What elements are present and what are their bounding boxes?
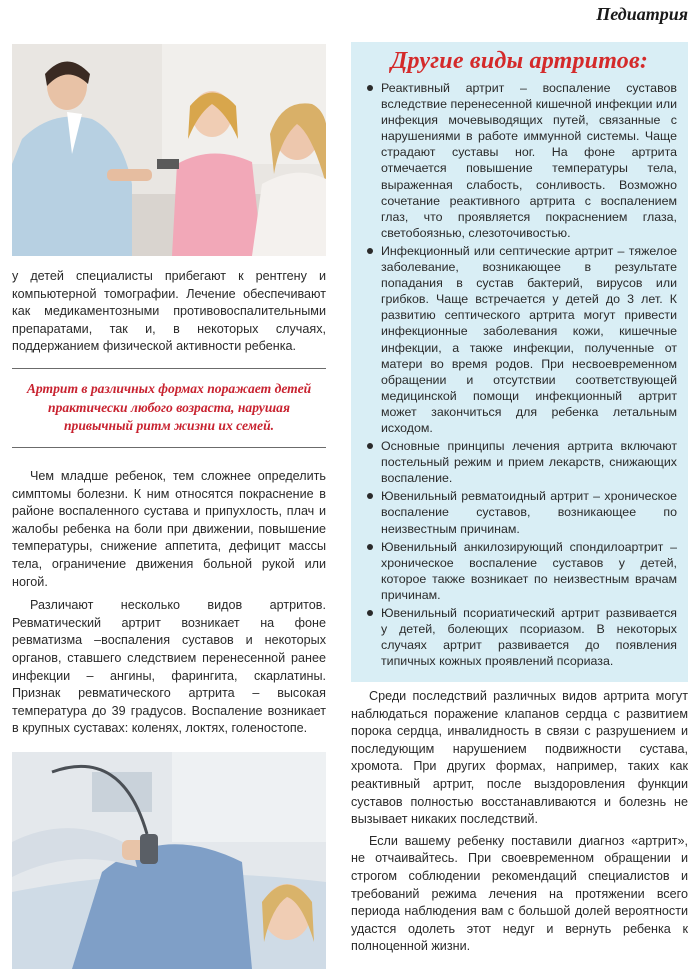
consequences-paragraph: Среди последствий различных видов артрита могут наблюдаться поражение клапанов сердца с развитием порока сердца, инвалидность в связи с разрушением и последующим нарушением подвижности сустава, хромота. При других формах, например, таких как реактивный артрит, после выздоровления функции суставов полностью восстанавливаются и болезнь не вызывает никаких последствий.	[351, 689, 688, 827]
other-arthritis-types-box	[351, 42, 688, 682]
list-item: Ювенильный анкилозирующий спондилоартрит – хроническое воспаление суставов у детей, которое также возникает по неизвестным врачам причинам.	[365, 539, 677, 603]
list-item: Ювенильный ревматоидный артрит – хроническое воспаление суставов, возникающее по неизвестным причинам.	[365, 488, 677, 536]
intro-paragraph	[12, 268, 326, 356]
section-title: Педиатрия	[596, 4, 688, 24]
arthritis-types-list	[365, 80, 677, 671]
advice-paragraph: Если вашему ребенку поставили диагноз «артрит», не отчаивайтесь. При своевременном обращении и строгом соблюдении рекомендаций специалистов и требований режима лечения на протяжении всего периода наблюдения вам с большой долей вероятности удастся одолеть этот недуг и вернуть ребенка к полноценной жизни.	[351, 833, 688, 954]
bullet-icon	[367, 85, 373, 91]
list-item: Основные принципы лечения артрита включают постельный режим и прием лекарств, снижающих воспаление.	[365, 438, 677, 486]
list-item: Ювенильный псориатический артрит развивается у детей, болеющих псориазом. В некоторых случаях артрит развивается до появления типичных кожных проявлений псориаза.	[365, 605, 677, 669]
left-body	[12, 468, 326, 738]
photo-ultrasound-exam	[12, 752, 326, 969]
quote-top-rule	[12, 368, 326, 369]
bullet-icon	[367, 248, 373, 254]
bullet-icon	[367, 443, 373, 449]
bullet-icon	[367, 544, 373, 550]
bullet-icon	[367, 493, 373, 499]
quote-bottom-rule	[12, 447, 326, 448]
symptoms-paragraph: Чем младше ребенок, тем сложнее определить симптомы болезни. К ним относятся покраснение в районе воспаленного сустава и припухлость, плач и жалобы ребенка на боли при движении, повышение температуры, снижение аппетита, дефицит массы тела, ограничение движения больной рукой или ногой.	[12, 469, 326, 589]
types-paragraph: Различают несколько видов артритов. Ревматический артрит возникает на фоне ревматизма –воспаления суставов и некоторых органов, ставшего следствием перенесенной ранее инфекции – ангины, фарингита, скарлатины. Признак ревматического артрита – высокая температура до 39 градусов. Воспаление возникает в крупных суставах: коленях, локтях, голеностопе.	[12, 598, 326, 736]
intro-text: у детей специалисты прибегают к рентгену и компьютерной томографии. Лечение обеспечивают как медикаментозными противовоспалительными препаратами, так и, в некоторых случаях, поддержанием физической активности ребенка.	[12, 269, 326, 354]
right-body	[351, 688, 688, 956]
photo-nurse-with-child	[12, 44, 326, 256]
sidebar-title: Другие виды артритов:	[390, 48, 649, 74]
bullet-icon	[367, 610, 373, 616]
pull-quote: Артрит в различных формах поражает детей практически любого возраста, нарушая привычный ритм жизни их семей.	[26, 381, 312, 433]
list-item: Инфекционный или септические артрит – тяжелое заболевание, возникающее в результате попадания в сустав бактерий, вирусов или грибков. Чаще встречается у детей до 3 лет. К развитию септического артрита могут привести инфекционные заболевания кожи, кишечные инфекции, а также инфекции, полученные от матери во время родов. При несвоевременном обращении и отсутствии соответствующей медицинской помощи инфекционный артрит может закончиться для ребенка летальным исходом.	[365, 243, 677, 436]
list-item: Реактивный артрит – воспаление суставов вследствие перенесенной кишечной инфекции или инфекция мочевыводящих путей, связанные с нарушениями в работе иммунной системы. Чаще страдают суставы ног. На фоне артрита отмечается повышение температуры тела, выраженная слабость, сонливость. Возможно сочетание реактивного артрита с воспалением глаз, что проявляется покраснением глаза, светобоязнью, слезоточивостью.	[365, 80, 677, 241]
